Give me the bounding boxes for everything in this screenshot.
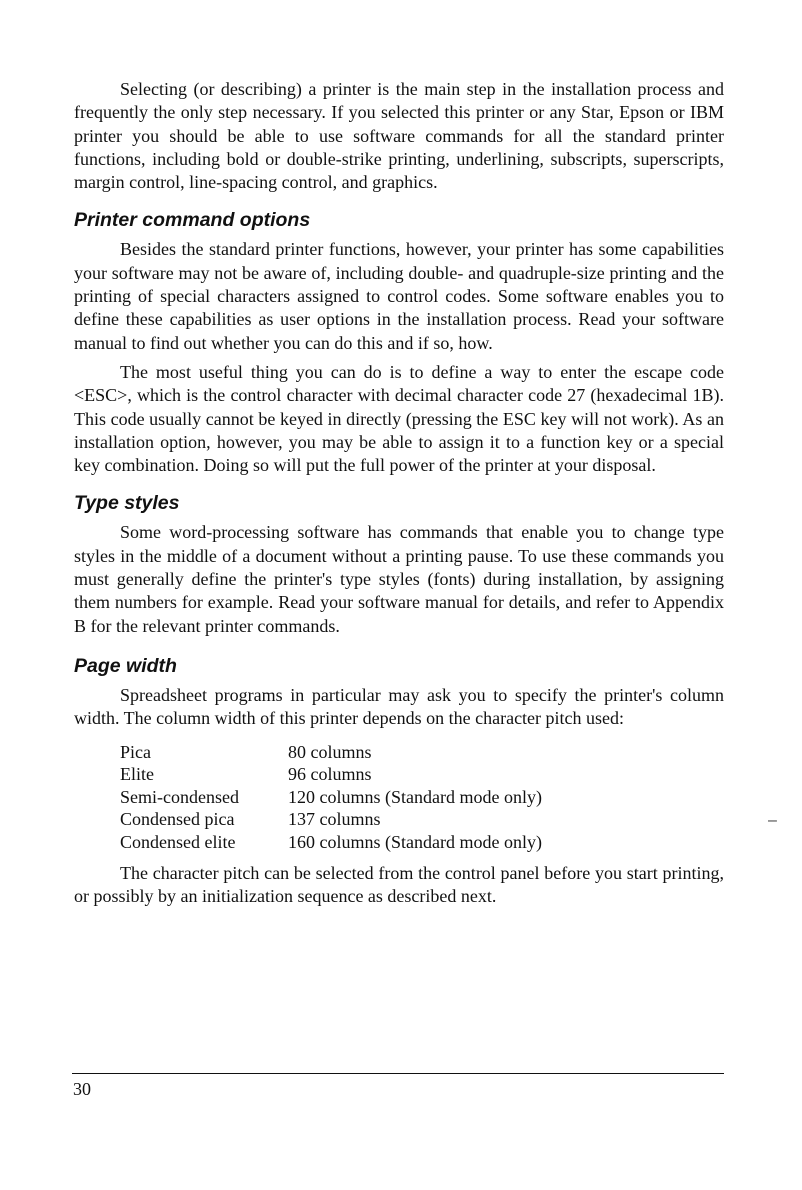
table-row [120, 741, 542, 764]
page-body [74, 78, 724, 909]
pitch-name: Semi-condensed [120, 786, 239, 807]
type-styles-paragraph: Some word-processing software has commands that enable you to change type styles in the middle of a document without a printing pause. To use these commands you must generally define the printer's type styles (fonts) during installation, by assigning them numbers for example. Read your software manual for details, and refer to Appendix B for the relevant printer commands. [74, 522, 724, 636]
pitch-columns: 80 columns [288, 741, 372, 762]
pitch-name: Elite [120, 764, 154, 785]
table-row [120, 808, 542, 831]
margin-mark: – [768, 812, 777, 829]
page-number: 30 [73, 1079, 91, 1099]
pitch-columns: 96 columns [288, 764, 372, 785]
intro-paragraph: Selecting (or describing) a printer is the main step in the installation process and frequently the only step necessary. If you selected this printer or any Star, Epson or IBM printer you should be able to use software commands for all the standard printer functions, including bold or double-strike printing, underlining, subscripts, superscripts, margin control, line-spacing control, and graphics. [74, 79, 724, 193]
page-width-closing-paragraph: The character pitch can be selected from the control panel before you start printing, or possibly by an initialization sequence as described next. [74, 863, 724, 907]
pitch-columns-table [120, 741, 542, 854]
table-row [120, 786, 542, 809]
page-width-paragraph: Spreadsheet programs in particular may ask you to specify the printer's column width. The column width of this printer depends on the character pitch used: [74, 684, 724, 729]
section-heading-printer-command-options: Printer command options [74, 209, 311, 232]
pitch-columns: 137 columns [288, 809, 381, 830]
printer-command-options-paragraph-2: The most useful thing you can do is to define a way to enter the escape code <ESC>, which is the control character with decimal character code 27 (hexadecimal 1B). This code usually cannot be keyed in directly (pressing the ESC key will not work). As an installation option, however, you may be able to assign it to a function key or a special key combination. Doing so will put the full power of the printer at your disposal. [74, 361, 724, 476]
pitch-name: Condensed pica [120, 809, 235, 830]
section-heading-type-styles: Type styles [74, 492, 180, 515]
table-row [120, 763, 542, 786]
pitch-columns: 120 columns (Standard mode only) [288, 786, 542, 807]
section-heading-page-width: Page width [74, 654, 177, 677]
table-row [120, 831, 542, 854]
printer-command-options-paragraph-1: Besides the standard printer functions, however, your printer has some capabilities your software may not be aware of, including double- and quadruple-size printing and the printing of special characters assigned to control codes. Some software enables you to define these capabilities as user options in the installation process. Read your software manual to find out whether you can do this and if so, how. [74, 239, 724, 353]
pitch-name: Condensed elite [120, 831, 236, 852]
footer-rule [72, 1073, 724, 1074]
pitch-name: Pica [120, 741, 151, 762]
pitch-columns: 160 columns (Standard mode only) [288, 831, 542, 852]
